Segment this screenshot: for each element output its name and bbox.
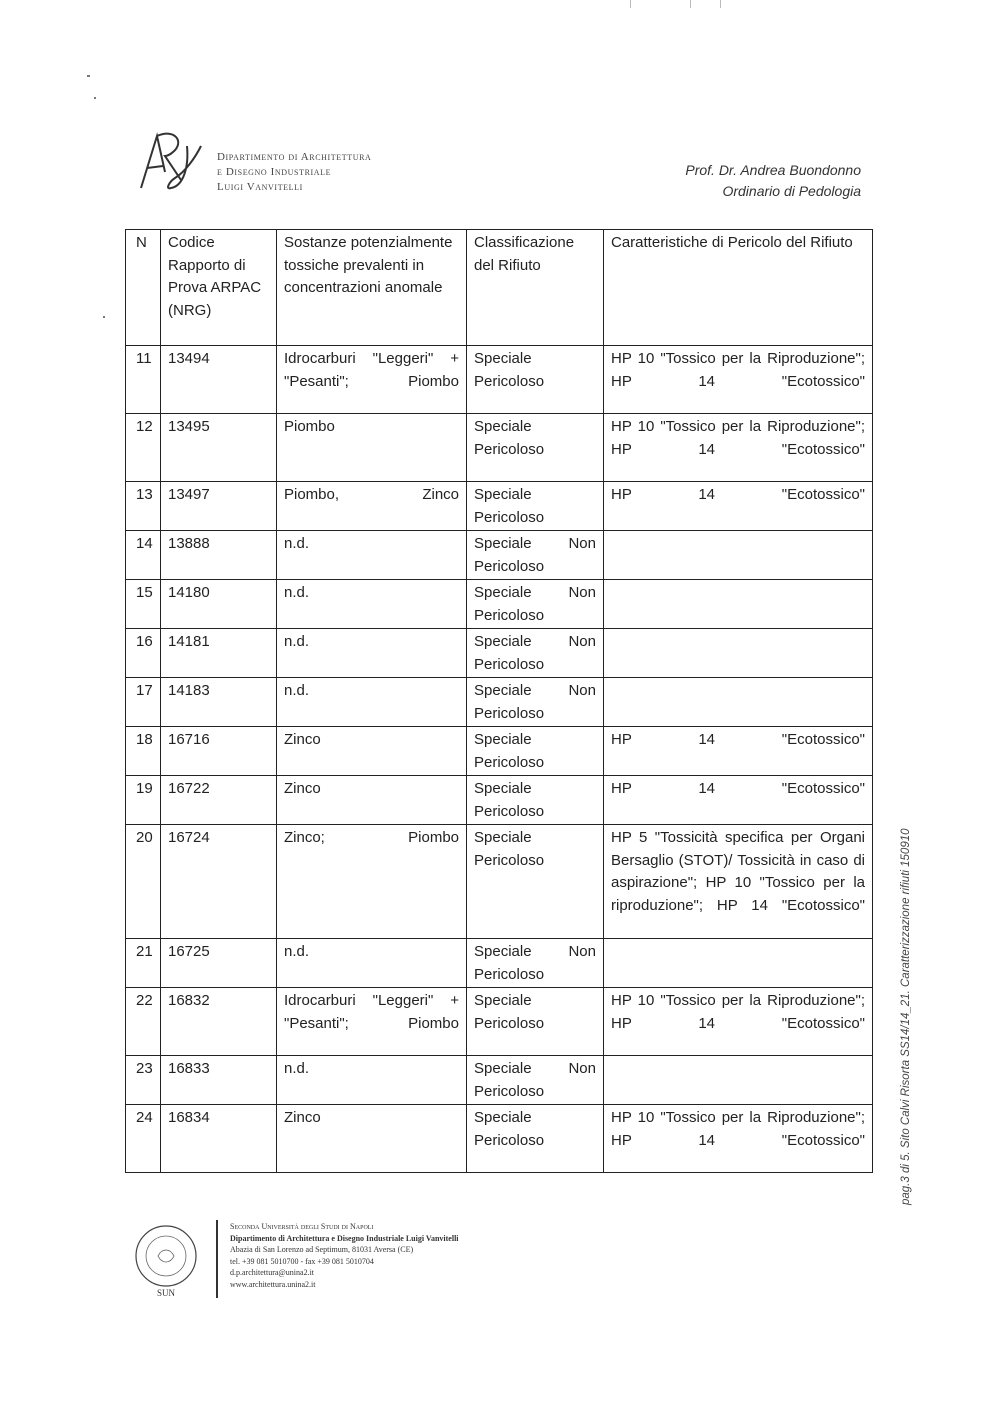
row-substances-text: n.d. xyxy=(284,633,310,650)
row-substances xyxy=(277,482,467,531)
table-row xyxy=(126,346,873,414)
table-row xyxy=(126,629,873,678)
row-substances xyxy=(277,580,467,629)
row-number: 11 xyxy=(126,346,161,414)
row-classification-text: Speciale Non Pericoloso xyxy=(474,943,596,983)
row-hazard xyxy=(604,414,873,482)
row-code: 16716 xyxy=(161,727,277,776)
row-hazard xyxy=(604,346,873,414)
table-row xyxy=(126,531,873,580)
row-hazard-text: HP 10 "Tossico per la Riproduzione"; HP 14 "Ecotossico" xyxy=(611,350,865,390)
row-number: 12 xyxy=(126,414,161,482)
footer-address xyxy=(230,1221,459,1291)
header-n: N xyxy=(126,230,161,346)
row-number: 19 xyxy=(126,776,161,825)
department-line: Luigi Vanvitelli xyxy=(217,181,303,193)
row-code: 13495 xyxy=(161,414,277,482)
row-classification-text: Speciale Pericoloso xyxy=(474,780,545,820)
scan-mark xyxy=(720,0,721,8)
department-name xyxy=(217,150,371,195)
row-classification xyxy=(467,727,604,776)
row-classification xyxy=(467,414,604,482)
professor-title: Ordinario di Pedologia xyxy=(722,183,861,199)
scan-speck xyxy=(87,75,90,77)
table-row xyxy=(126,580,873,629)
row-classification-text: Speciale Pericoloso xyxy=(474,418,545,458)
row-substances xyxy=(277,988,467,1056)
row-substances xyxy=(277,727,467,776)
row-classification xyxy=(467,1056,604,1105)
row-classification-text: Speciale Non Pericoloso xyxy=(474,633,596,673)
table-row xyxy=(126,1105,873,1173)
row-number: 18 xyxy=(126,727,161,776)
seal-label: SUN xyxy=(156,1288,176,1298)
footer-line: d.p.architettura@unina2.it xyxy=(230,1268,315,1278)
row-classification-text: Speciale Pericoloso xyxy=(474,731,545,771)
row-hazard-text: HP 14 "Ecotossico" xyxy=(611,780,865,797)
table-row xyxy=(126,482,873,531)
row-classification-text: Speciale Pericoloso xyxy=(474,1109,545,1149)
table-header-row xyxy=(126,230,873,346)
footer-line: tel. +39 081 5010700 - fax +39 081 5010704 xyxy=(230,1256,374,1266)
row-substances xyxy=(277,629,467,678)
row-classification-text: Speciale Non Pericoloso xyxy=(474,1060,596,1100)
row-number: 23 xyxy=(126,1056,161,1105)
row-classification xyxy=(467,776,604,825)
header-hazard xyxy=(604,230,873,346)
row-hazard xyxy=(604,629,873,678)
row-number: 22 xyxy=(126,988,161,1056)
row-number: 16 xyxy=(126,629,161,678)
row-hazard-text: HP 10 "Tossico per la Riproduzione"; HP 14 "Ecotossico" xyxy=(611,1109,865,1149)
row-hazard-text: HP 14 "Ecotossico" xyxy=(611,486,865,503)
row-classification xyxy=(467,825,604,939)
scan-mark xyxy=(690,0,691,8)
university-seal xyxy=(122,1220,210,1300)
row-classification xyxy=(467,678,604,727)
professor-name: Prof. Dr. Andrea Buondonno xyxy=(685,162,861,178)
row-code: 13888 xyxy=(161,531,277,580)
row-classification xyxy=(467,988,604,1056)
row-number: 24 xyxy=(126,1105,161,1173)
row-substances-text: Zinco xyxy=(284,731,321,748)
row-substances xyxy=(277,1105,467,1173)
table-row xyxy=(126,678,873,727)
header-code-text: Codice Rapporto di Prova ARPAC (NRG) xyxy=(168,234,262,319)
row-code: 13497 xyxy=(161,482,277,531)
row-number: 14 xyxy=(126,531,161,580)
row-classification xyxy=(467,482,604,531)
department-logo xyxy=(135,128,207,194)
row-substances-text: n.d. xyxy=(284,943,310,960)
row-substances-text: n.d. xyxy=(284,535,310,552)
row-code: 16725 xyxy=(161,939,277,988)
header-code xyxy=(161,230,277,346)
row-classification-text: Speciale Non Pericoloso xyxy=(474,682,596,722)
row-hazard xyxy=(604,580,873,629)
row-substances-text: n.d. xyxy=(284,584,310,601)
row-code: 16722 xyxy=(161,776,277,825)
page-side-note: pag.3 di 5. Sito Calvi Risorta SS14/14_21. Caratterizzazione rifiuti 150910 xyxy=(900,828,912,1205)
row-substances xyxy=(277,346,467,414)
row-hazard xyxy=(604,482,873,531)
footer-divider xyxy=(216,1220,218,1298)
row-hazard-text: HP 10 "Tossico per la Riproduzione"; HP 14 "Ecotossico" xyxy=(611,992,865,1032)
department-line: e Disegno Industriale xyxy=(217,166,332,178)
table-row xyxy=(126,988,873,1056)
row-hazard xyxy=(604,939,873,988)
header-classification: Classificazione del Rifiuto xyxy=(467,230,604,346)
row-classification-text: Speciale Pericoloso xyxy=(474,829,545,869)
row-substances xyxy=(277,414,467,482)
department-line: Dipartimento di Architettura xyxy=(217,151,372,163)
row-code: 14183 xyxy=(161,678,277,727)
row-classification-text: Speciale Non Pericoloso xyxy=(474,535,596,575)
header-substances-text: Sostanze potenzialmente tossiche prevalenti in concentrazioni anomale xyxy=(284,234,453,296)
row-substances xyxy=(277,776,467,825)
row-substances-text: Piombo xyxy=(284,418,335,435)
table-row xyxy=(126,414,873,482)
header-substances xyxy=(277,230,467,346)
row-classification-text: Speciale Pericoloso xyxy=(474,992,545,1032)
row-code: 16832 xyxy=(161,988,277,1056)
professor-block xyxy=(685,160,861,202)
table-row xyxy=(126,776,873,825)
scan-mark xyxy=(630,0,631,8)
row-classification xyxy=(467,531,604,580)
row-substances-text: Zinco xyxy=(284,780,321,797)
row-hazard-text: HP 14 "Ecotossico" xyxy=(611,731,865,748)
row-substances-text: Idrocarburi "Leggeri" + "Pesanti"; Piombo xyxy=(284,350,459,390)
row-substances xyxy=(277,678,467,727)
row-hazard xyxy=(604,825,873,939)
row-hazard xyxy=(604,531,873,580)
row-substances xyxy=(277,939,467,988)
row-substances xyxy=(277,1056,467,1105)
row-classification-text: Speciale Pericoloso xyxy=(474,486,545,526)
row-substances-text: n.d. xyxy=(284,1060,310,1077)
row-classification xyxy=(467,580,604,629)
footer-line: Dipartimento di Architettura e Disegno Industriale Luigi Vanvitelli xyxy=(230,1233,459,1243)
row-hazard xyxy=(604,1105,873,1173)
row-code: 13494 xyxy=(161,346,277,414)
row-hazard xyxy=(604,678,873,727)
row-number: 21 xyxy=(126,939,161,988)
footer-line: Seconda Università degli Studi di Napoli xyxy=(230,1222,374,1231)
table-row xyxy=(126,727,873,776)
row-hazard xyxy=(604,727,873,776)
row-code: 14181 xyxy=(161,629,277,678)
footer-line: Abazia di San Lorenzo ad Septimum, 81031 Aversa (CE) xyxy=(230,1245,414,1255)
table-row xyxy=(126,825,873,939)
row-substances-text: Piombo, Zinco xyxy=(284,486,459,503)
row-classification xyxy=(467,1105,604,1173)
table-row xyxy=(126,939,873,988)
row-classification xyxy=(467,939,604,988)
table-row xyxy=(126,1056,873,1105)
row-classification xyxy=(467,629,604,678)
row-code: 16833 xyxy=(161,1056,277,1105)
row-code: 14180 xyxy=(161,580,277,629)
row-number: 15 xyxy=(126,580,161,629)
row-substances-text: Idrocarburi "Leggeri" + "Pesanti"; Piombo xyxy=(284,992,459,1032)
scan-speck xyxy=(103,316,105,318)
row-classification xyxy=(467,346,604,414)
row-number: 13 xyxy=(126,482,161,531)
row-number: 17 xyxy=(126,678,161,727)
row-number: 20 xyxy=(126,825,161,939)
waste-classification-table xyxy=(125,229,873,1173)
row-hazard xyxy=(604,988,873,1056)
row-code: 16724 xyxy=(161,825,277,939)
row-substances-text: Zinco; Piombo xyxy=(284,829,459,846)
row-hazard-text: HP 10 "Tossico per la Riproduzione"; HP 14 "Ecotossico" xyxy=(611,418,865,458)
scan-speck xyxy=(94,97,96,99)
row-hazard xyxy=(604,1056,873,1105)
row-substances-text: n.d. xyxy=(284,682,310,699)
row-hazard-text: HP 5 "Tossicità specifica per Organi Bersaglio (STOT)/ Tossicità in caso di aspirazione"; HP 10 "Tossico per la riproduzione"; HP 14 "Ecotossico" xyxy=(611,829,865,914)
row-hazard xyxy=(604,776,873,825)
header-hazard-text: Caratteristiche di Pericolo del Rifiuto xyxy=(611,234,853,251)
row-classification-text: Speciale Pericoloso xyxy=(474,350,545,390)
row-substances xyxy=(277,825,467,939)
footer-line: www.architettura.unina2.it xyxy=(230,1279,316,1289)
row-classification-text: Speciale Non Pericoloso xyxy=(474,584,596,624)
row-substances-text: Zinco xyxy=(284,1109,321,1126)
row-code: 16834 xyxy=(161,1105,277,1173)
row-substances xyxy=(277,531,467,580)
